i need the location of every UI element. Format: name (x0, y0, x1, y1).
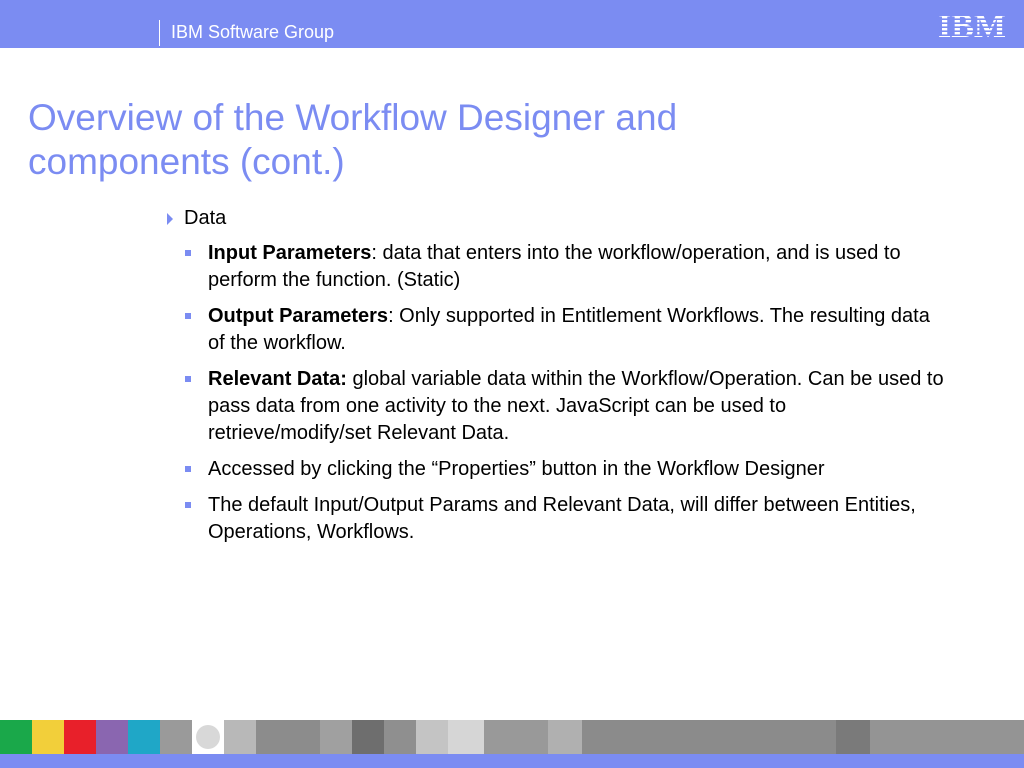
group-name: IBM Software Group (171, 22, 335, 42)
triangle-bullet-icon (167, 213, 173, 225)
square-bullet-icon (185, 376, 191, 382)
item-text: The default Input/Output Params and Relevant Data, will differ between Entities, Operations, Workflows. (208, 494, 916, 543)
ibm-logo-icon (936, 8, 1008, 40)
header-bar (0, 0, 1024, 48)
square-bullet-icon (185, 250, 191, 256)
bullet-data (162, 205, 952, 231)
item-bold-label: Relevant Data: (208, 368, 347, 390)
footer-tile-photo-5 (352, 720, 384, 754)
footer-tiles (0, 720, 1024, 754)
content-body (162, 205, 952, 555)
item-text: Accessed by clicking the “Properties” button in the Workflow Designer (208, 458, 825, 480)
item-bold-label: Input Parameters (208, 242, 372, 264)
title-line-2: components (cont.) (28, 141, 345, 182)
svg-text:IBM: IBM (938, 8, 1006, 40)
footer-tile-purple (96, 720, 128, 754)
list-item (162, 303, 952, 357)
header-divider (159, 20, 160, 46)
footer-tile-gray-4 (836, 720, 870, 754)
item-text: global variable data within the Workflow/Operation. Can be used to pass data from one activity to the next. JavaScript can be used to retrieve/modify/set Relevant Data. (208, 368, 944, 444)
item-text: : Only supported in Entitlement Workflows. The resulting data of the workflow. (208, 305, 930, 354)
page-title (28, 96, 808, 184)
footer-tile-gray-5 (870, 720, 1024, 754)
data-sublist (162, 240, 952, 546)
list-item (162, 492, 952, 546)
footer-strip (0, 720, 1024, 768)
item-text: : data that enters into the workflow/operation, and is used to perform the function. (Static) (208, 242, 901, 291)
footer-tile-yellow (32, 720, 64, 754)
footer-tile-photo-6 (384, 720, 416, 754)
footer-tile-gray-1 (484, 720, 548, 754)
bullet-data-label: Data (184, 207, 227, 229)
list-item (162, 456, 952, 483)
footer-tile-circle (196, 725, 220, 749)
square-bullet-icon (185, 502, 191, 508)
square-bullet-icon (185, 313, 191, 319)
footer-tile-light-1 (416, 720, 448, 754)
footer-blue-band (0, 754, 1024, 768)
footer-tile-photo-1 (160, 720, 192, 754)
footer-tile-green (0, 720, 32, 754)
list-item (162, 366, 952, 447)
footer-tile-cyan (128, 720, 160, 754)
square-bullet-icon (185, 466, 191, 472)
footer-tile-photo-2 (224, 720, 256, 754)
item-bold-label: Output Parameters (208, 305, 389, 327)
footer-tile-photo-4 (320, 720, 352, 754)
footer-tile-gray-3 (582, 720, 836, 754)
footer-tile-light-2 (448, 720, 484, 754)
title-line-1: Overview of the Workflow Designer and (28, 97, 678, 138)
list-item (162, 240, 952, 294)
footer-tile-gray-2 (548, 720, 582, 754)
footer-tile-photo-3 (256, 720, 320, 754)
footer-tile-red (64, 720, 96, 754)
